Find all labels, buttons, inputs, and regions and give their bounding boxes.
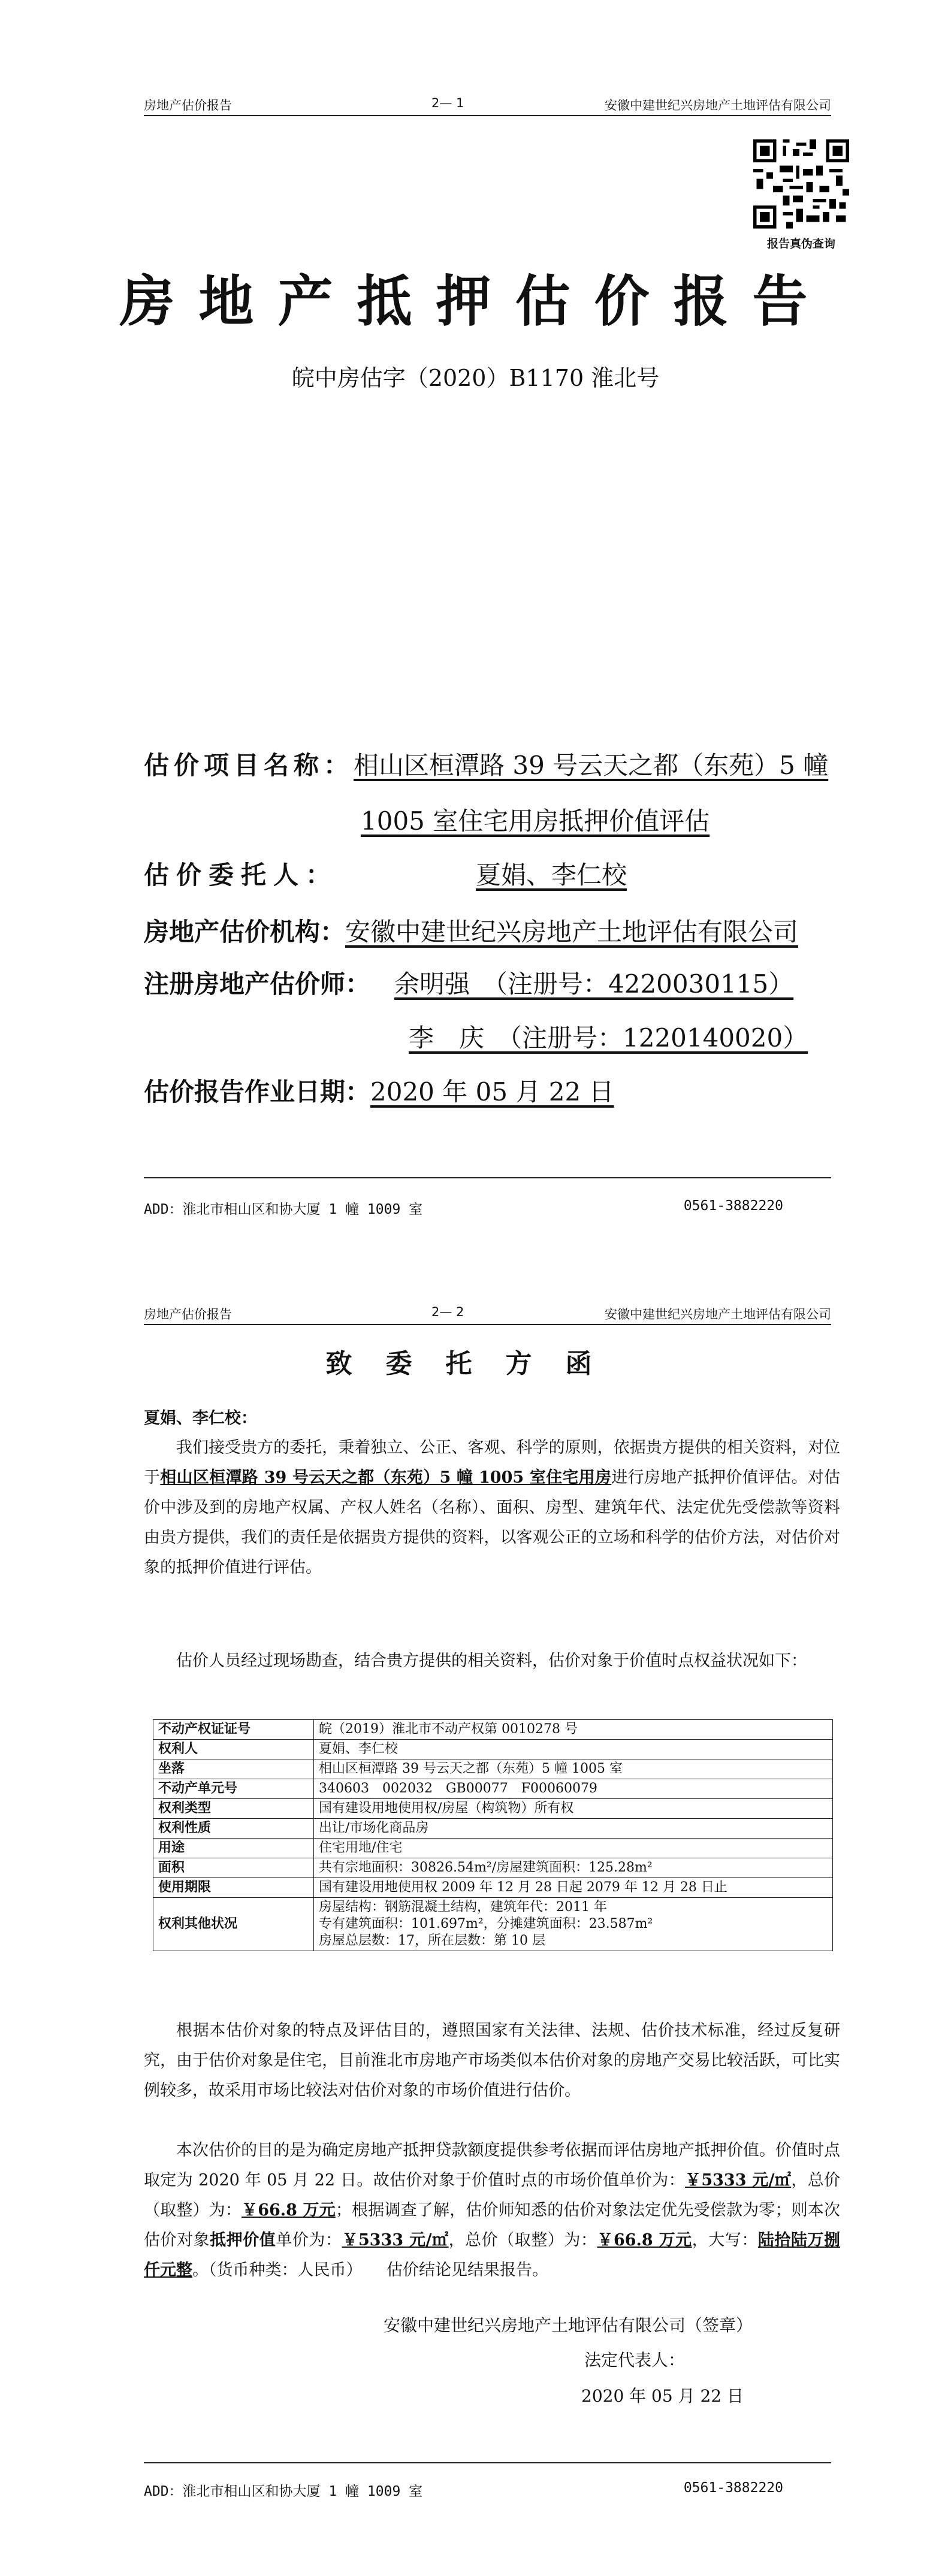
market-total-price: ￥66.8 万元 [241,2201,336,2220]
p4-text-c: ；根据调查了解，估价师知悉的估价对象法定优先受偿款为零；则本次估价对象 [144,2201,840,2250]
other-line-1: 房屋结构：钢筋混凝土结构，建筑年代：2011 年 [319,1900,607,1915]
table-key: 使用期限 [153,1878,314,1898]
table-key: 权利人 [153,1740,314,1759]
footer-divider [144,2462,831,2463]
p1-text-c: 进行房地产抵押价值评估。对估价中涉及到的房地产权属、产权人姓名（名称）、面积、房型、建筑年代、法定优先受偿款等资料由贵方提供，我们的责任是依据贵方提供的资料，以客观公正的立场和科学的估价方法，对估价对象的抵押价值进行评估。 [144,1468,841,1577]
report-date-label: 估价报告作业日期： [144,1077,371,1106]
paragraph-4 [144,2136,840,2285]
page-number: 2— 2 [431,1305,464,1319]
p4-text-d: 单价为： [276,2231,342,2250]
appraiser-row-1 [144,965,829,1000]
table-value: 共有宗地面积：30826.54m²/房屋建筑面积：125.28m² [314,1858,833,1878]
rights-table [153,1719,833,1951]
p4-text-e: ，总价（取整）为： [448,2231,597,2250]
table-row [153,1839,833,1858]
table-value: 夏娟、李仁校 [314,1740,833,1759]
page-footer [144,2480,831,2500]
table-value: 出让/市场化商品房 [314,1819,833,1839]
appraiser-2: 李 庆 （注册号：1220140020） [409,1023,808,1053]
table-key: 权利类型 [153,1799,314,1819]
other-line-3: 房屋总层数：17，所在层数：第 10 层 [319,1933,545,1948]
table-row [153,1858,833,1878]
qr-code-icon[interactable] [753,139,849,229]
table-row [153,1819,833,1839]
header-divider [144,115,831,116]
table-row [153,1779,833,1799]
header-company: 安徽中建世纪兴房地产土地评估有限公司 [605,1307,831,1322]
project-name-row-2 [361,802,775,837]
p1-text-a: 我们接受贵方的委托，秉着独立、公正、客观、科学的原则，依据贵方提供的相关资料，对位于 [144,1438,840,1487]
table-row [153,1799,833,1819]
p4-text-g: 。（货币种类：人民币） 估价结论见结果报告。 [192,2261,548,2279]
table-key: 权利其他状况 [153,1898,314,1951]
market-unit-price: ￥5333 元/㎡ [684,2171,792,2190]
project-name-value: 相山区桓潭路 39 号云天之都（东苑）5 幢 [354,751,829,780]
p4-text-a: 本次估价的目的是为确定房地产抵押贷款额度提供参考依据而评估房地产抵押价值。价值时点取定为 2020 年 05 月 22 日。故估价对象于价值时点的市场价值单价为： [144,2141,840,2190]
mortgage-value-term: 抵押价值 [210,2231,276,2250]
page-footer [144,1198,831,1218]
table-row [153,1878,833,1898]
header-left: 房地产估价报告 [144,98,232,113]
paragraph-2: 估价人员经过现场勘查，结合贵方提供的相关资料，估价对象于价值时点权益状况如下： [176,1652,807,1670]
signature-date: 2020 年 05 月 22 日 [581,2386,744,2406]
footer-address: ADD：淮北市相山区和协大厦 1 幢 1009 室 [144,2484,423,2499]
salutation: 夏娟、李仁校： [144,1409,257,1428]
agency-value: 安徽中建世纪兴房地产土地评估有限公司 [345,917,799,947]
client-value: 夏娟、李仁校 [476,860,627,890]
table-value [314,1898,833,1951]
client-row [144,855,717,891]
p1-address: 相山区桓潭路 39 号云天之都（东苑）5 幢 1005 室住宅用房 [160,1468,612,1487]
signature-company: 安徽中建世纪兴房地产土地评估有限公司（签章） [384,2315,753,2335]
project-name-row [144,746,828,782]
agency-row [144,912,798,948]
report-date-row [144,1072,704,1108]
paragraph-1 [144,1433,840,1583]
report-title: 房地产抵押估价报告 [119,270,832,334]
table-key: 面积 [153,1858,314,1878]
table-key: 不动产单元号 [153,1779,314,1799]
table-value: 皖（2019）淮北市不动产权第 0010278 号 [314,1720,833,1740]
table-value: 国有建设用地使用权/房屋（构筑物）所有权 [314,1799,833,1819]
document-number: 皖中房估字（2020）B1170 淮北号 [291,365,660,391]
appraiser-label: 注册房地产估价师： [144,969,371,999]
mortgage-total-price: ￥66.8 万元 [597,2231,692,2250]
other-line-2: 专有建筑面积：101.697m²，分摊建筑面积：23.587m² [319,1916,653,1931]
client-label: 估价委托人： [144,860,339,890]
legal-representative: 法定代表人： [584,2350,686,2370]
paragraph-3: 根据本估价对象的特点及评估目的，遵照国家有关法律、法规、估价技术标准，经过反复研究，由于估价对象是住宅，目前淮北市房地产市场类似本估价对象的房地产交易比较活跃，可比实例较多，故采用市场比较法对估价对象的市场价值进行估价。 [144,2021,840,2100]
table-row [153,1759,833,1779]
total-in-words: 陆拾陆万捌仟元整 [144,2231,841,2279]
page-header [144,96,831,113]
footer-phone: 0561-3882220 [683,1198,783,1214]
letter-title: 致委托方函 [325,1349,626,1379]
header-left: 房地产估价报告 [144,1307,232,1322]
table-key: 权利性质 [153,1819,314,1839]
table-value: 国有建设用地使用权 2009 年 12 月 28 日起 2079 年 12 月 28 日止 [314,1878,833,1898]
appraiser-1: 余明强 （注册号：4220030115） [394,969,794,999]
footer-phone: 0561-3882220 [683,2480,783,2496]
project-name-label: 估价项目名称： [144,751,354,780]
footer-address: ADD：淮北市相山区和协大厦 1 幢 1009 室 [144,1202,423,1217]
project-name-value-2: 1005 室住宅用房抵押价值评估 [361,806,710,836]
footer-divider [144,1177,831,1178]
header-company: 安徽中建世纪兴房地产土地评估有限公司 [605,98,831,113]
table-row [153,1740,833,1759]
table-value: 340603 002032 GB00077 F00060079 [314,1779,833,1799]
table-key: 用途 [153,1839,314,1858]
rights-table-body [153,1720,833,1898]
p4-text-f: ，大写： [692,2231,758,2250]
agency-label: 房地产估价机构： [144,917,346,947]
table-key: 不动产权证证号 [153,1720,314,1740]
table-row [153,1898,833,1951]
mortgage-unit-price: ￥5333 元/㎡ [342,2231,449,2250]
table-value: 相山区桓潭路 39 号云天之都（东苑）5 幢 1005 室 [314,1759,833,1779]
page-header [144,1305,831,1322]
qr-caption: 报告真伪查询 [766,237,835,250]
header-divider [144,1324,831,1325]
report-date-value: 2020 年 05 月 22 日 [370,1077,614,1106]
table-key: 坐落 [153,1759,314,1779]
page-number: 2— 1 [431,96,464,110]
table-row [153,1720,833,1740]
table-value: 住宅用地/住宅 [314,1839,833,1858]
letter-page [0,1288,951,2576]
appraiser-row-2 [361,1018,844,1054]
p4-text-b: ，总价（取整）为： [144,2171,841,2220]
